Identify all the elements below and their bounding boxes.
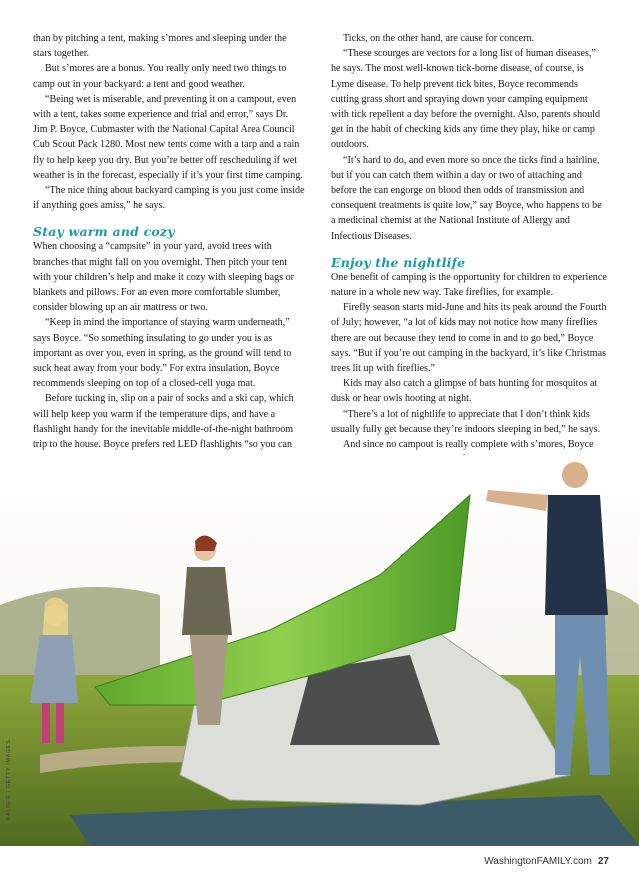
body-paragraph: And since no campout is really complete with s’mores, Boyce: [343, 439, 594, 451]
subheading-stay-warm: Stay warm and cozy: [33, 224, 175, 240]
body-paragraph: Ticks, on the other hand, are cause for concern.: [343, 33, 535, 44]
body-paragraph: Kids may also catch a glimpse of bats hunting for mosquitos at dusk or hear owls hooting at night.: [331, 378, 598, 405]
body-paragraph: “There’s a lot of nightlife to appreciate that I don’t think kids usually fully get because they’re indoors sleeping in bed,” he says.: [331, 408, 601, 435]
body-paragraph: One benefit of camping is the opportunity for children to experience nature in a whole new way. Take fireflies, for example.: [331, 271, 607, 299]
body-paragraph: When choosing a “campsite” in your yard, avoid trees with branches that might fall on you overnight. Then pitch your tent with your children’s help and make it cozy with sleeping bags or blankets and pillows. For an even more comfortable slumber, consider blowing up an air mattress or two.: [33, 241, 294, 314]
body-paragraph: But s’mores are a bonus. You really only need two things to camp out in your backyard: a tent and good weather.: [33, 63, 287, 90]
body-paragraph: “Being wet is miserable, and preventing it on a campout, even with a tent, takes some experience and trial and error,” says Dr. Jim P. Boyce, Cubmaster with the National Capital Area Council Cub Scout Pack 1280. Most new tents come with a tarp and a rain fly to help keep you dry. But you’re better off rescheduling if wet weather is in the forecast, especially if it’s your first time camping.: [33, 93, 303, 181]
page-footer: [484, 856, 609, 867]
background-trees: [0, 587, 160, 685]
page-number: 27: [597, 856, 609, 867]
body-paragraph: “The nice thing about backyard camping is you just come inside if anything goes amiss,” he says.: [33, 185, 305, 212]
subheading-nightlife: Enjoy the nightlife: [331, 254, 466, 270]
body-paragraph: Firefly season starts mid-June and hits its peak around the Fourth of July; however, “a lot of kids may not notice how many fireflies there are out because they tend to come in and to go bed,” Boyce says. “But if you’re out camping in the backyard, it’s like Christmas trees lit up with fireflies.”: [331, 302, 607, 375]
body-paragraph: “These scourges are vectors for a long list of human diseases,” he says. The most well-known tick-borne disease, of course, is Lyme disease. To help prevent tick bites, Boyce recommends cutting grass short and spraying down your camping equipment with tick repellent a day before the overnight. Also, parents should get in the habit of checking kids any time they play, hike or camp outdoors.: [331, 48, 601, 151]
body-paragraph: “It’s hard to do, and even more so once the ticks find a hairline, but if you can catch them within a day or two of attaching and before the can engorge on blood then odds of transmission and consequent treatments is quite low,” say Boyce, who happens to be a medicinal chemist at the National Institute of Allergy and Infectious Diseases.: [331, 154, 602, 242]
photo-credit: KALIGIE / GETTY IMAGES.: [6, 737, 12, 820]
body-paragraph: Before tucking in, slip on a pair of socks and a ski cap, which will help keep you warm if the temperature dips, and have a flashlight handy for the inevitable middle-of-the-night bathroom trip to the house. Boyce prefers red LED flashlights “so you can: [33, 393, 294, 451]
family-tent-photo: [0, 455, 639, 846]
body-paragraph: “Keep in mind the importance of staying warm underneath,” says Boyce. “So something insulating to go under you is as important as over you, even in spring, as the ground will tend to suck heat away from your body.” For extra insulation, Boyce recommends sleeping on top of a closed-cell yoga mat.: [33, 317, 292, 390]
body-paragraph: than by pitching a tent, making s’mores and sleeping under the stars together.: [33, 33, 287, 60]
footer-site: WashingtonFAMILY.com: [484, 856, 592, 867]
